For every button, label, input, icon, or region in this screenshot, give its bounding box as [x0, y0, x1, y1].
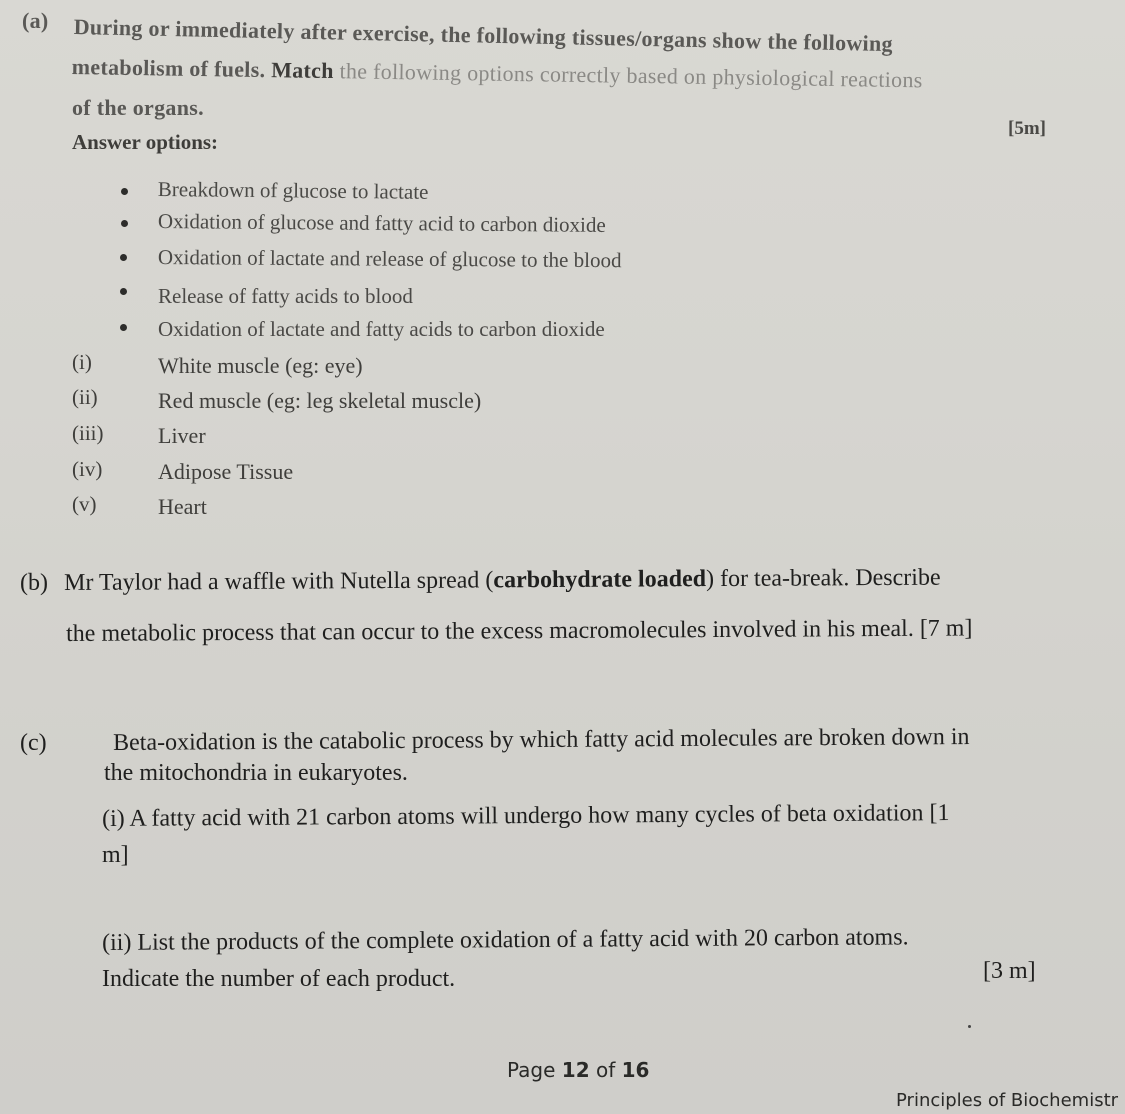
option-bullet	[120, 324, 127, 331]
organ-5-number: (v)	[72, 492, 97, 516]
organ-4-number: (iv)	[72, 457, 103, 481]
part-a-line-2-rest: the following options correctly based on physiological reactions	[339, 58, 923, 93]
part-b-line-1-start: Mr Taylor had a waffle with Nutella spread (	[64, 567, 494, 596]
organ-1-name: White muscle (eg: eye)	[158, 353, 363, 378]
part-c-sub-i-line-2: m]	[102, 842, 129, 868]
option-bullet	[121, 188, 128, 195]
part-c-label: (c)	[20, 730, 47, 756]
part-b-bold-phrase: carbohydrate loaded	[493, 566, 707, 594]
page-prefix: Page	[507, 1058, 562, 1082]
part-a-line-3: of the organs.	[72, 95, 204, 120]
page-of: of	[589, 1058, 622, 1082]
part-c-sub-ii-marks: [3 m]	[983, 958, 1036, 984]
organ-3-number: (iii)	[72, 421, 104, 445]
part-c-sub-ii-line-2: Indicate the number of each product.	[102, 966, 456, 992]
total-pages: 16	[621, 1058, 650, 1082]
organ-3-name: Liver	[158, 423, 206, 448]
page-number	[507, 1058, 649, 1082]
organ-2-name: Red muscle (eg: leg skeletal muscle)	[158, 388, 482, 413]
course-name: Principles of Biochemistr	[896, 1090, 1119, 1111]
option-bullet	[120, 254, 127, 261]
part-a-line-1-text: During or immediately after exercise, the following tissues/organs show the following	[73, 14, 894, 57]
part-c-sub-i-line-1: (i) A fatty acid with 21 carbon atoms will undergo how many cycles of beta oxidation [1	[102, 800, 950, 832]
stray-dot	[968, 1025, 971, 1028]
part-a-line-1	[73, 14, 893, 57]
answer-options-heading: Answer options:	[72, 130, 219, 154]
part-c-line-1: Beta-oxidation is the catabolic process by which fatty acid molecules are broken down in	[113, 724, 970, 756]
part-c-line-2: the mitochondria in eukaryotes.	[104, 760, 408, 786]
option-bullet	[121, 220, 128, 227]
part-a-line-2-faint: metabolism of fuels.	[71, 54, 266, 83]
option-1: Breakdown of glucose to lactate	[157, 177, 429, 204]
part-b-line-2: the metabolic process that can occur to the excess macromolecules involved in his meal. [7 m]	[66, 615, 973, 647]
option-4: Release of fatty acids to blood	[158, 284, 413, 308]
organ-5-name: Heart	[158, 494, 207, 519]
current-page: 12	[561, 1058, 590, 1082]
part-b-label: (b)	[20, 570, 48, 596]
part-a-marks: [5m]	[1008, 118, 1046, 139]
part-a-label: (a)	[22, 8, 49, 33]
part-c-sub-ii-line-1: (ii) List the products of the complete oxidation of a fatty acid with 20 carbon atoms.	[102, 924, 909, 956]
option-5: Oxidation of lactate and fatty acids to carbon dioxide	[158, 317, 605, 341]
organ-2-number: (ii)	[72, 385, 98, 409]
organ-1-number: (i)	[72, 350, 92, 374]
part-a-match-word: Match	[270, 57, 334, 84]
part-a-line-2	[72, 54, 923, 93]
organ-4-name: Adipose Tissue	[158, 459, 294, 484]
part-b-line-1-end: ) for tea-break. Describe	[705, 564, 941, 593]
option-bullet	[120, 288, 127, 295]
option-3: Oxidation of lactate and release of glucose to the blood	[157, 245, 622, 273]
part-b-line-1	[64, 565, 941, 597]
option-2: Oxidation of glucose and fatty acid to carbon dioxide	[157, 209, 606, 237]
